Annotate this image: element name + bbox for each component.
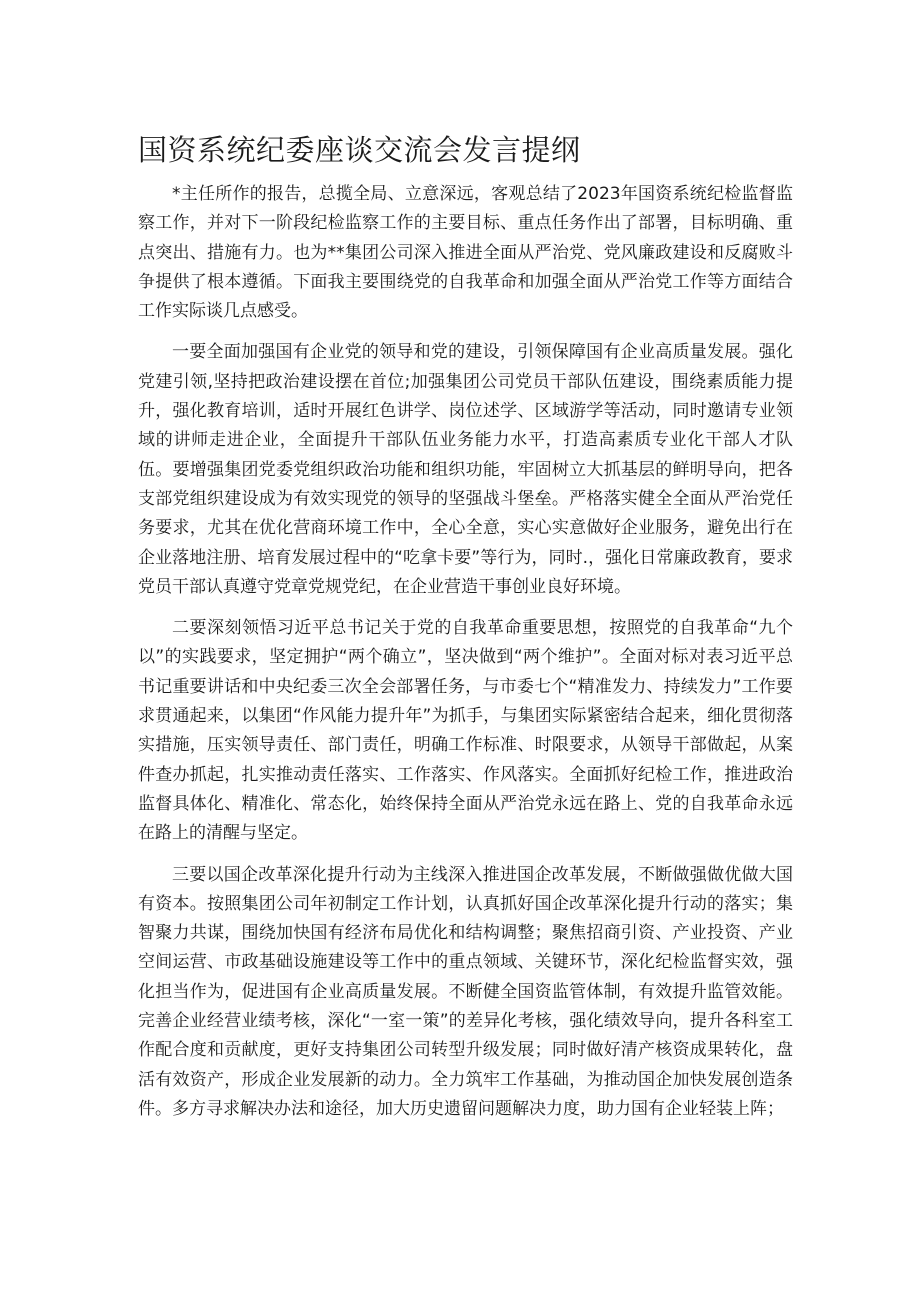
paragraph-point-one: 一要全面加强国有企业党的领导和党的建设，引领保障国有企业高质量发展。强化党建引领,坚持把政治建设摆在首位;加强集团公司党员干部队伍建设，围绕素质能力提升，强化教育培训，适时开展红色讲学、岗位述学、区域游学等活动，同时邀请专业领域的讲师走进企业，全面提升干部队伍业务能力水平，打造高素质专业化干部人才队伍。要增强集团党委党组织政治功能和组织功能，牢固树立大抓基层的鲜明导向，把各支部党组织建设成为有效实现党的领导的坚强战斗堡垒。严格落实健全全面从严治党任务要求，尤其在优化营商环境工作中，全心全意，实心实意做好企业服务，避免出行在企业落地注册、培育发展过程中的“吃拿卡要”等行为，同时.，强化日常廉政教育，要求党员干部认真遵守党章党规党纪，在企业营造干事创业良好环境。	[138, 342, 793, 597]
paragraph-intro: *主任所作的报告，总揽全局、立意深远，客观总结了2023年国资系统纪检监督监察工作，并对下一阶段纪检监察工作的主要目标、重点任务作出了部署，目标明确、重点突出、措施有力。也为**集团公司深入推进全面从严治党、党风廉政建设和反腐败斗争提供了根本遵循。下面我主要围绕党的自我革命和加强全面从严治党工作等方面结合工作实际谈几点感受。	[138, 184, 793, 322]
paragraph-point-three: 三要以国企改革深化提升行动为主线深入推进国企改革发展，不断做强做优做大国有资本。按照集团公司年初制定工作计划，认真抓好国企改革深化提升行动的落实；集智聚力共谋，围绕加快国有经济布局优化和结构调整；聚焦招商引资、产业投资、产业空间运营、市政基础设施建设等工作中的重点领域、关键环节，深化纪检监督实效，强化担当作为，促进国有企业高质量发展。不断健全国资监管体制，有效提升监管效能。完善企业经营业绩考核，深化“一室一策”的差异化考核，强化绩效导向，提升各科室工作配合度和贡献度，更好支持集团公司转型升级发展；同时做好清产核资成果转化，盘活有效资产，形成企业发展新的动力。全力筑牢工作基础，为推动国企加快发展创造条件。多方寻求解决办法和途径，加大历史遗留问题解决力度，助力国有企业轻装上阵；	[138, 864, 793, 1119]
document-body	[138, 180, 793, 1136]
paragraph-point-two: 二要深刻领悟习近平总书记关于党的自我革命重要思想，按照党的自我革命“九个以”的实践要求，坚定拥护“两个确立”，坚决做到“两个维护”。全面对标对表习近平总书记重要讲话和中央纪委三次全会部署任务，与市委七个“精准发力、持续发力”工作要求贯通起来，以集团“作风能力提升年”为抓手，与集团实际紧密结合起来，细化贯彻落实措施，压实领导责任、部门责任，明确工作标准、时限要求，从领导干部做起，从案件查办抓起，扎实推动责任落实、工作落实、作风落实。全面抓好纪检工作，推进政治监督具体化、精准化、常态化，始终保持全面从严治党永远在路上、党的自我革命永远在路上的清醒与坚定。	[138, 618, 793, 844]
document-title: 国资系统纪委座谈交流会发言提纲	[138, 133, 581, 167]
